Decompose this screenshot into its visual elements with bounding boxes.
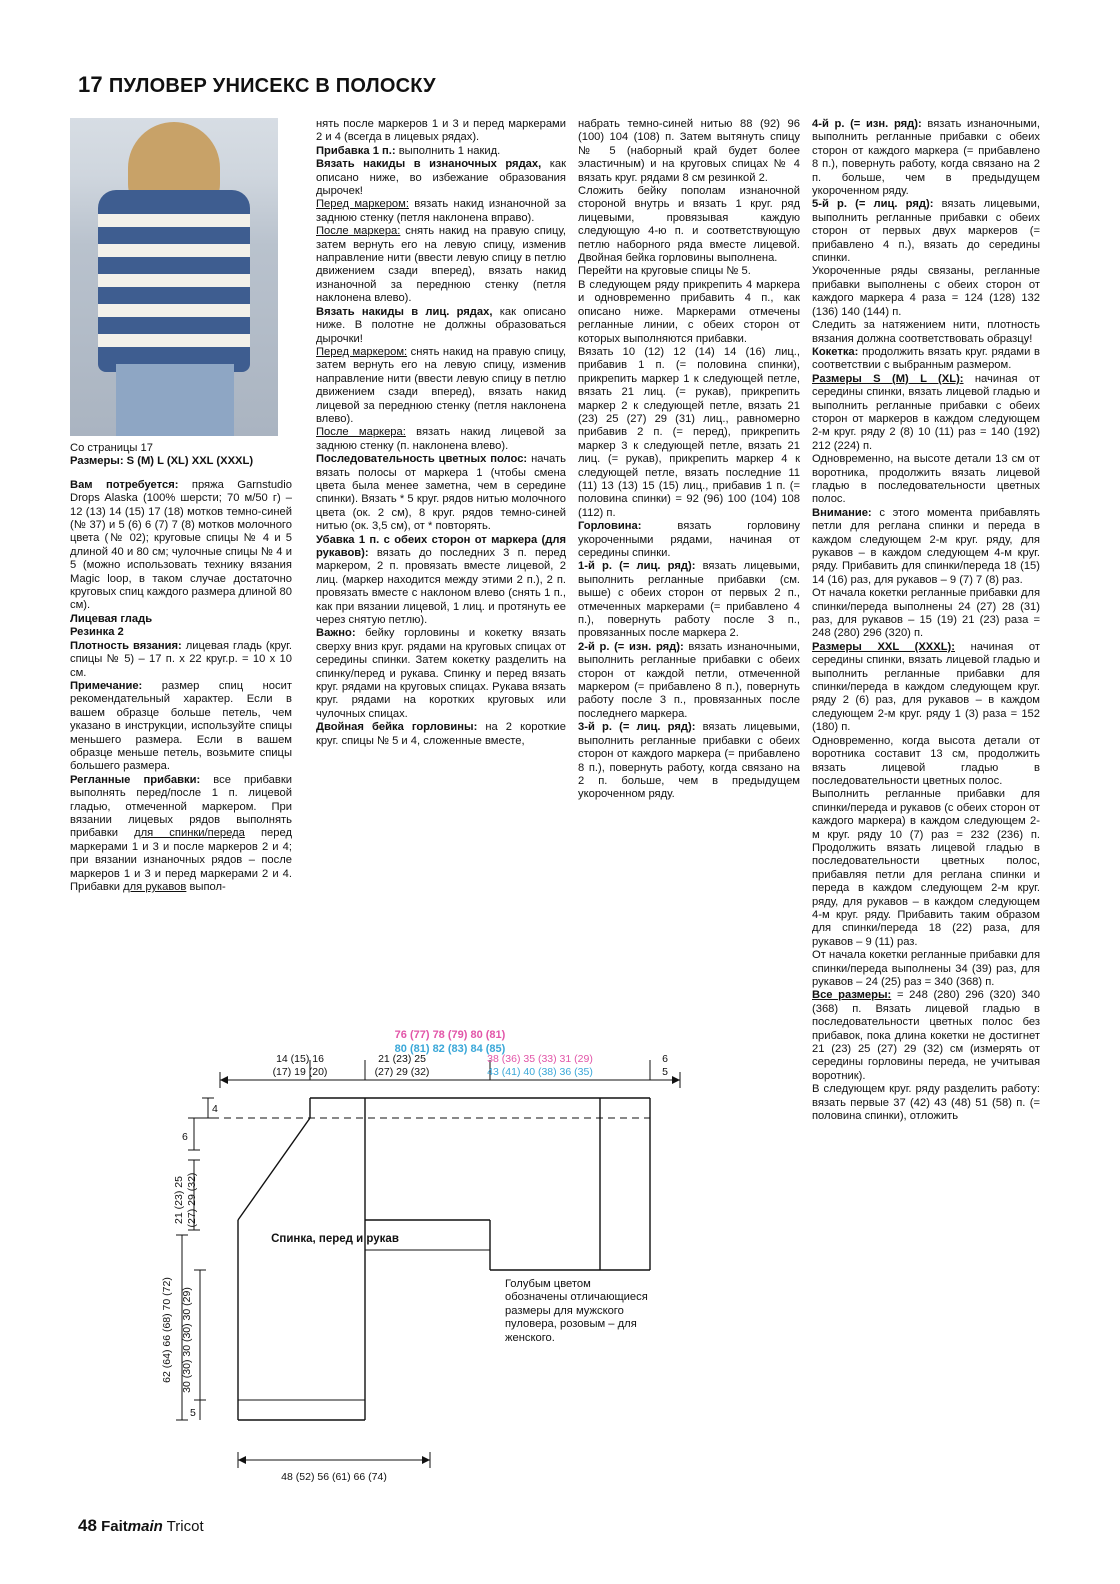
svg-text:14 (15) 16: 14 (15) 16 [276,1053,324,1065]
svg-text:(17) 19 (20): (17) 19 (20) [272,1066,328,1078]
sizes-xxl-label: Размеры XXL (XXXL): [812,640,955,653]
c3-p2: Сложить бейку пополам изнаночной стороной внутрь и вязать 1 круг. ряд лицевыми, провязывая каждую следующую 4-ю п. и соответствующую петлю наборного ряда вместе лицевой. Двойная бейка горловины выполнена. [578,185,800,265]
column-4 [812,118,1040,1123]
c3-p4: В следующем ряду прикрепить 4 маркера и одновременно прибавить 4 п., как описано ниже. Маркерами отмечены регланные линии, с обеих сторон от которых выполняются прибавки. [578,278,800,345]
svg-text:80 (81) 82 (83) 84 (85): 80 (81) 82 (83) 84 (85) [394,1043,506,1055]
c4-p15: В следующем круг. ряду разделить работу: вязать первые 37 (42) 43 (48) 51 (58) п. (= половина спинки), отложить [812,1083,1040,1123]
page-footer [78,1516,204,1536]
sizes-label: Размеры: [70,455,124,468]
raglan-text-1: все прибавки выполнять перед/после 1 п. лицевой гладью, отмеченной маркером. При вязании лицевых рядов выполнять прибавки [70,773,292,840]
purl-yo-text: как описано ниже, во избежание образования дырочек! [316,158,566,198]
neckline-label: Горловина: [578,520,642,533]
materials-paragraph [70,479,292,613]
page-title [78,72,1038,98]
svg-text:30 (30) 30 (30) 30 (29): 30 (30) 30 (30) 30 (29) [181,1287,193,1393]
pattern-title: ПУЛОВЕР УНИСЕКС В ПОЛОСКУ [108,75,436,97]
stripe-sequence-text: начать вязать полосы от маркера 1 (чтобы смена цвета была менее заметна, чем в середине спинки). Вязать * 5 круг. рядов нитью молочного цвета (ок. 2 см), 8 круг. рядов темно-синей нитью (ок. 3,5 см), от * повторять. [316,453,566,533]
c3-p3: Перейти на круговые спицы № 5. [578,265,751,278]
column-2 [316,118,566,748]
before-marker-label-1: Перед маркером: [316,198,409,211]
c3-p1: набрать темно-синей нитью 88 (92) 96 (100) 104 (108) п. Затем вытянуть спицу № 5 (наборный край будет более эластичным) и на круговых спицах № 4 вязать круг. рядами 8 см резинкой 2. [578,118,800,184]
gauge-paragraph [70,640,292,680]
yoke-text: продолжить вязать круг. рядами в соответствии с выбранным размером. [812,345,1040,372]
c3-p9 [578,721,800,801]
decrease-text: вязать до последних 3 п. перед маркером, 2 п. провязать вместе лицевой, 2 лиц. (маркер находится между этими 2 п.), 2 п. провязать вместе с наклоном влево (снять 1 п., как при вязании лицевой, 1 лиц. и протянуть ее через снятую петлю). [316,547,566,627]
increase-label: Прибавка 1 п.: [316,144,396,157]
all-sizes-label: Все размеры: [812,989,892,1002]
after-marker-label-2: После маркера: [316,426,406,439]
stripe-sequence-label: Последовательность цветных полос: [316,453,528,466]
svg-text:21 (23) 25: 21 (23) 25 [173,1176,185,1224]
knit-yo-label: Вязать накиды в лиц. рядах, [316,305,493,318]
photo-caption [70,442,292,469]
caption-from-page: Со страницы 17 [70,442,153,454]
svg-text:4: 4 [212,1103,218,1115]
gauge-text: лицевая гладь (круг. спицы № 5) – 17 п. х 22 круг.р. = 10 х 10 см. [70,639,292,679]
row-4-text: вязать изнаночными, выполнить регланные прибавки с обеих сторон от каждого маркера (= прибавлено 8 п.), повернуть работу, когда связано на 2 п. больше, чем в предыдущем укороченном ряду. [812,118,1040,198]
note-text: размер спиц носит рекомендательный характер. Если в вашем образце больше петель, чем указано в инструкции, используйте спицы меньшего размера. Если в вашем образце меньше петель, возьмите спицы большего размера. [70,679,292,773]
c4-p13: От начала кокетки регланные прибавки для спинки/переда выполнены 34 (39) раз, для рукавов – 24 (25) раз = 340 (368) п. [812,949,1040,988]
materials-text: пряжа Garnstudio Drops Alaska (100% шерсти; 70 м/50 г) – 12 (13) 14 (15) 17 (18) мотков темно-синей (№ 37) и 5 (6) 6 (7) 7 (8) мотков молочного цвета (№ 02); круговые спицы № 4 и 5 длиной 40 и 80 см; чулочные спицы № 4 и 5 (можно использовать технику вязания Magic loop, в таком случае достаточно круговых спиц каждого размера длиной 80 см). [70,478,292,612]
yoke-label: Кокетка: [812,345,859,358]
svg-text:38 (36) 35 (33) 31 (29): 38 (36) 35 (33) 31 (29) [487,1053,593,1065]
c2-p4 [316,198,566,225]
row-5-text: вязать лицевыми, выполнить регланные прибавки с обеих сторон от первых двух маркеров (= прибавлено 4 п.), вязать до середины спинки. [812,198,1040,265]
before-marker-text-1: вязать накид изнаночной за заднюю стенку (петля наклонена вправо). [316,198,567,224]
c4-p7: Одновременно, на высоте детали 13 см от воротника, продолжить вязать лицевой гладью в последовательности цветных полос. [812,453,1040,506]
c4-p2 [812,198,1040,265]
c2-p6 [316,306,566,346]
c4-p6 [812,373,1040,453]
brand-fait: Fait [101,1518,128,1535]
c4-p8 [812,507,1040,587]
c4-p14 [812,989,1040,1083]
svg-text:(27) 29 (32): (27) 29 (32) [374,1066,430,1078]
c2-p7 [316,346,566,426]
c4-p5 [812,346,1040,373]
c4-p9: От начала кокетки регланные прибавки для спинки/переда выполнены 24 (27) 28 (31) раз, для рукавов – 15 (19) 21 (23) раза = 248 (280) 296 (320) п. [812,587,1040,640]
raglan-underline-1: для спинки/переда [134,827,245,840]
c4-p12: Выполнить регланные прибавки для спинки/переда и рукавов (с обеих сторон от каждого маркера) в каждом следующем 2-м круг. ряду 10 (7) раз = 232 (236) п. Продолжить вязать лицевой гладью в последовательности цветных полос, прибавляя петли для реглана спинки и переда в каждом следующем 2-м круг. ряду, для рукавов – в каждом следующем 4-м круг. ряду. Прибавить таким образом для спинки/переда 18 (22) раза, для рукавов – 9 (11) раз. [812,788,1040,948]
increase-text: выполнить 1 накид. [395,144,501,157]
svg-text:62 (64) 66 (68) 70 (72): 62 (64) 66 (68) 70 (72) [161,1277,173,1383]
svg-text:Спинка, перед и рукав: Спинка, перед и рукав [271,1233,399,1245]
brand-tricot: Tricot [162,1518,204,1535]
column-1 [70,118,292,894]
schematic-diagram: 76 (77) 78 (79) 80 (81) 80 (81) 82 (83) 84 (85) 14 (15) 16 (17) 19 (20) 21 (23) 25 (27) 29 (32) 38 (36) 35 (33) 31 (29) 43 (41) 40 (38) 36 (35) 6 5 4 6 21 (23) 25 (27) 29 (32) 62 (64) 66 (68) 70 (72) 30 (30) 30 (30) 30 (29) 5 Спинка, перед и рукав 48 (52) 56 (61) 66 (74) Голубым цветом обозначены отличающиеся размеры для мужского пуловера, розовым – для женского. [160,1020,800,1490]
note-label: Примечание: [70,679,143,692]
row-1-label: 1-й р. (= лиц. ряд): [578,560,696,573]
raglan-underline-2: для рукавов [123,881,187,893]
svg-text:(27) 29 (32): (27) 29 (32) [186,1172,198,1228]
svg-text:43 (41) 40 (38) 36 (35): 43 (41) 40 (38) 36 (35) [487,1066,593,1078]
gauge-label: Плотность вязания: [70,639,182,652]
row-3-text: вязать лицевыми, выполнить регланные прибавки с обеих сторон от каждого маркера (= прибавлено 8 п.), повернуть работу, когда связано на 2 п. больше, чем в предыдущем укороченном ряду. [578,721,800,801]
attention-text: с этого момента прибавлять петли для реглана спинки и переда в каждом следующем 2-м круг. ряду, для рукавов – в каждом следующем 4-м круг. ряду. Прибавить для спинки/переда 18 (15) 14 (16) раз, для рукавов – 9 (7) 7 (8) раз. [812,506,1040,586]
attention-label: Внимание: [812,506,872,519]
after-marker-text-2: вязать накид лицевой за заднюю стенку (п. наклонена влево). [316,426,566,452]
page-number: 48 [78,1516,97,1535]
c2-p5 [316,225,566,305]
c2-p3 [316,158,566,198]
column-3 [578,118,800,802]
row-1-text: вязать лицевыми, выполнить регланные прибавки (см. выше) с обеих сторон от первых 2 п., отмеченных маркерами (= прибавлено 4 п.), повернуть работу после 3 п., провязанных после маркера 2. [578,560,800,640]
purl-yo-label: Вязать накиды в изнаночных рядах, [316,158,542,171]
c3-p7 [578,560,800,640]
c4-p1 [812,118,1040,198]
raglan-label: Регланные прибавки: [70,773,201,786]
sizes-value: S (M) L (XL) XXL (XXXL) [123,455,254,468]
pattern-number: 17 [78,72,103,97]
before-marker-label-2: Перед маркером: [316,345,408,358]
c2-p9 [316,453,566,533]
c2-p10 [316,534,566,628]
row-3-label: 3-й р. (= лиц. ряд): [578,721,696,734]
row-4-label: 4-й р. (= изн. ряд): [812,118,922,130]
after-marker-text-1: снять накид на правую спицу, затем вернуть его на левую спицу, изменив направление нити (ввести левую спицу в петлю движением сзади вперед), вязать накид изнаночной за переднюю стенку (петля наклонена влево). [316,225,566,305]
svg-text:6: 6 [662,1053,668,1065]
sizes-sml-label: Размеры S (M) L (XL): [812,372,964,385]
svg-text:48 (52) 56 (61) 66 (74): 48 (52) 56 (61) 66 (74) [281,1471,387,1483]
pullover-photo [70,118,278,436]
important-text: бейку горловины и кокетку вязать сверху вниз круг. рядами на круговых спицах от середины спинки. Затем кокетку разделить на спинку/перед и рукава. Спинку и перед вязать круг. рядами на круговых спицах. Рукава вязать круг. рядами на коротких круговых или чулочных спицах. [316,627,566,720]
c2-p12 [316,721,566,748]
important-label: Важно: [316,627,356,640]
raglan-text-3: выпол- [186,881,226,893]
row-5-label: 5-й р. (= лиц. ряд): [812,198,934,211]
stitch-rib: Резинка 2 [70,626,124,639]
svg-text:76 (77) 78 (79) 80 (81): 76 (77) 78 (79) 80 (81) [394,1029,506,1041]
c4-p3: Укороченные ряды связаны, регланные прибавки выполнены с обеих сторон от каждого маркера 4 раза = 124 (128) 132 (136) 140 (144) п. [812,265,1040,318]
after-marker-label-1: После маркера: [316,225,401,238]
row-2-text: вязать изнаночными, выполнить регланные прибавки с обеих сторон от каждой петли, отмеченной маркером (= прибавлено 8 п.), повернуть работу после 3 п., провязанных после последнего маркера. [578,640,800,720]
row-2-label: 2-й р. (= изн. ряд): [578,640,684,653]
c4-p11: Одновременно, когда высота детали от воротника составит 13 см, продолжить вязать лицевой гладью в последовательности цветных полос. [812,734,1040,787]
c3-p6 [578,520,800,560]
neckline-text: вязать горловину укороченными рядами, начиная от середины спинки. [578,520,800,559]
sizes-sml-text: начиная от середины спинки, вязать лицевой гладью и выполнить регланные прибавки с обеих сторон от маркеров в каждом следующем 2-м круг. ряду 2 (8) 10 (11) раз = 140 (192) 212 (224) п. [812,372,1040,452]
svg-text:5: 5 [662,1066,668,1078]
svg-text:6: 6 [182,1131,188,1143]
brand-main: main [127,1518,163,1535]
materials-label: Вам потребуется: [70,478,179,491]
c2-p11 [316,627,566,721]
double-neckband-label: Двойная бейка горловины: [316,721,478,734]
double-neckband-text: на 2 короткие круг. спицы № 5 и 4, сложенные вместе, [316,721,566,747]
c4-p10 [812,641,1040,735]
raglan-increase-paragraph [70,774,292,895]
before-marker-text-2: снять накид на правую спицу, затем вернуть его на левую спицу, изменив направление нити (ввести левую спицу в петлю движением сзади вперед), вязать накид лицевой за переднюю стенку (петля наклонена влево). [316,345,566,425]
c2-p8 [316,426,566,453]
raglan-text-2: перед маркерами 1 и 3 и после маркеров 2 и 4; при вязании изнаночных рядов – после маркеров 1 и 3 и перед маркерами 2 и 4. Прибавки [70,827,292,893]
c3-p8 [578,641,800,721]
all-sizes-text: = 248 (280) 296 (320) 340 (368) п. Вязать лицевой гладью в последовательности цветных полос без прибавок, пока длина кокетки не достигнет 21 (23) 25 (27) 29 (32) см (измерять от середины горловины переда, не учитывая воротник). [812,989,1041,1082]
c2-p1: нять после маркеров 1 и 3 и перед маркерами 2 и 4 (всегда в лицевых рядах). [316,118,566,144]
stitch-stockinette: Лицевая гладь [70,612,153,625]
svg-text:21 (23) 25: 21 (23) 25 [378,1053,426,1065]
c4-p4: Следить за натяжением нити, плотность вязания должна соответствовать образцу! [812,319,1040,345]
c3-p5: Вязать 10 (12) 12 (14) 14 (16) лиц., прибавив 1 п. (= половина спинки), прикрепить маркер 1 к следующей петле, вязать 21 лиц. (= рукав), прикрепить маркер 2 к следующей петле, вязать 21 (23) 25 (27) 29 (31) лиц., равномерно прибавив 2 п. (= перед), прикрепить маркер 3 к следующей петле, вязать 21 лиц. (= рукав), прикрепить маркер 4 к следующей петле, вязать последние 11 (11) 13 (13) 15 (15) лиц., прибавив 1 п. (= половина спинки) = 92 (96) 100 (104) 108 (112) п. [578,345,800,519]
c2-p2 [316,145,566,158]
decrease-label: Убавка 1 п. с обеих сторон от маркера (для рукавов): [316,533,566,559]
note-paragraph [70,680,292,774]
knit-yo-text: как описано ниже. В полотне не должны образоваться дырочки! [316,305,566,345]
svg-text:5: 5 [190,1407,196,1419]
sizes-xxl-text: начиная от середины спинки, вязать лицевой гладью и выполнить регланные прибавки для спинки/переда в каждом следующем круг. ряду 2 (6) раз, для рукавов – в каждом следующем 2-м круг. ряду 1 (3) раза = 152 (180) п. [812,640,1040,734]
